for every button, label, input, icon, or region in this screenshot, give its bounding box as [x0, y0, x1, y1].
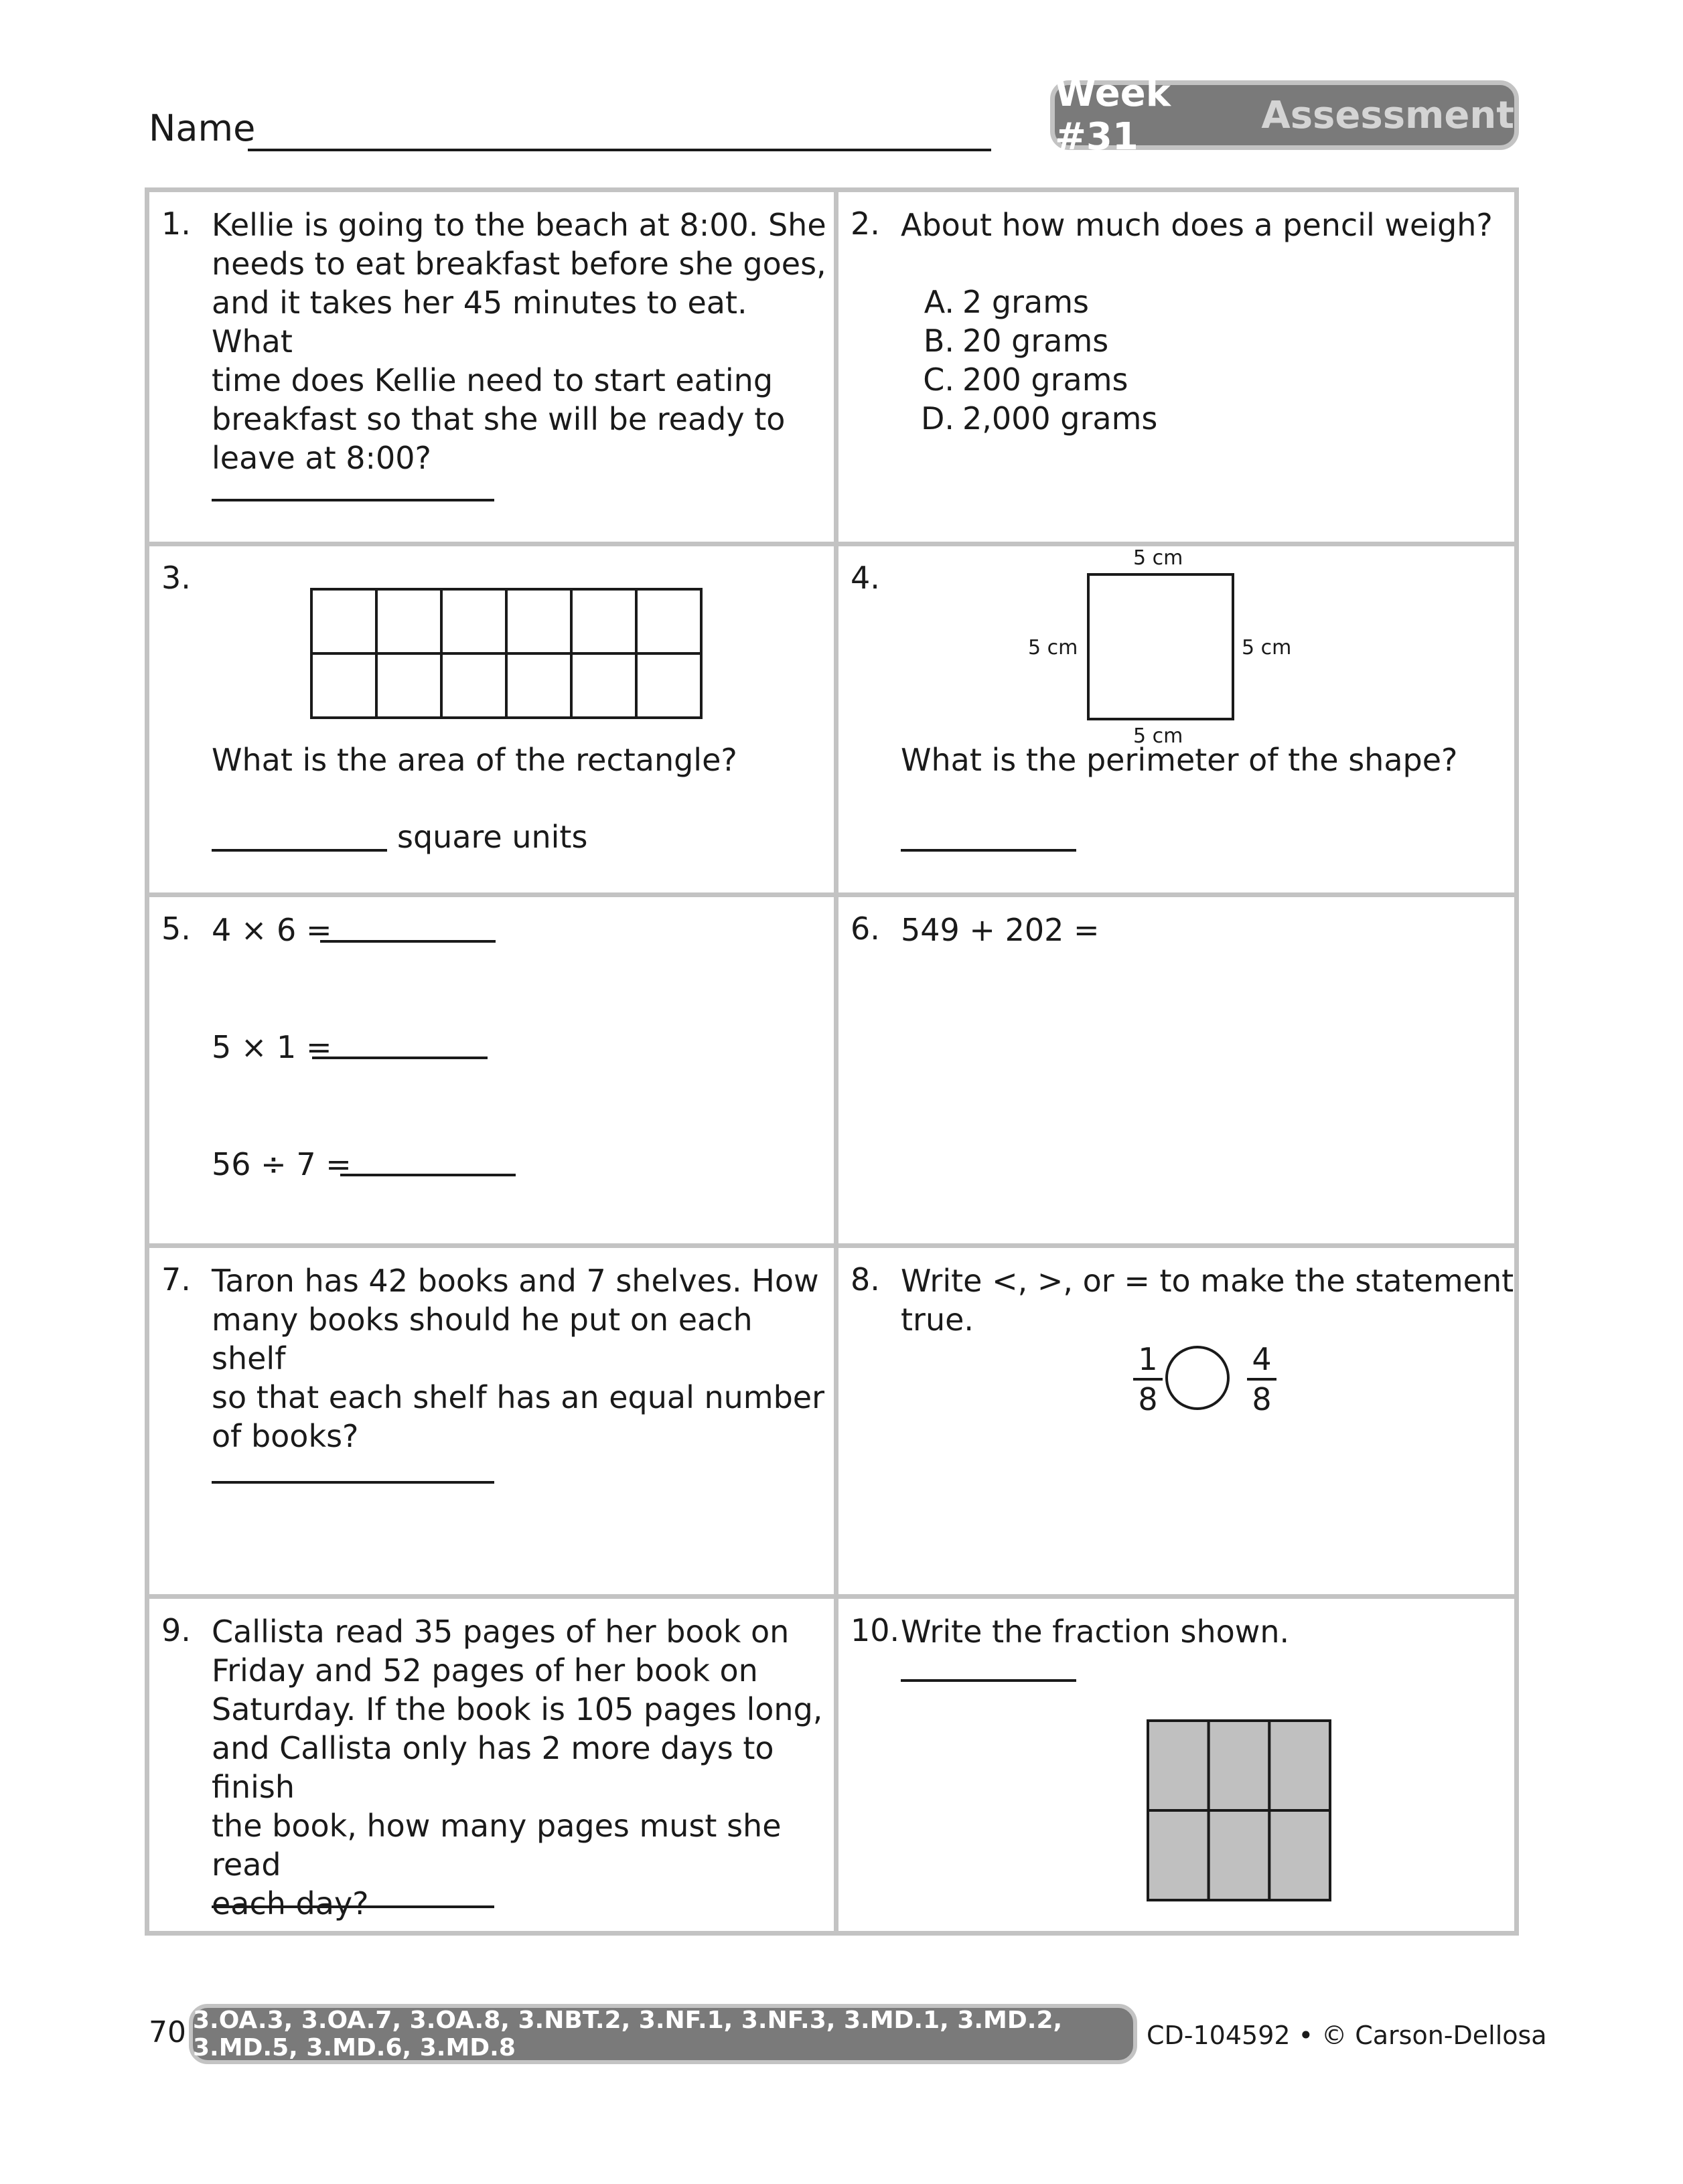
grid-cell [376, 589, 441, 653]
answer-line[interactable] [901, 1679, 1076, 1682]
choice-letter: D. [920, 400, 954, 437]
equation: 549 + 202 = [901, 912, 1100, 948]
fraction-bar [1247, 1378, 1276, 1381]
grid-cell [441, 589, 506, 653]
week-badge [1050, 72, 1519, 159]
side-label-left: 5 cm [1028, 636, 1078, 659]
equation-2: 5 × 1 = [212, 1029, 332, 1065]
answer-line[interactable] [212, 1481, 494, 1484]
grid-divider-vertical [834, 192, 838, 1931]
question-5 [149, 897, 834, 1247]
question-text: Kellie is going to the beach at 8:00. She needs to eat breakfast before she goes, and it takes her 45 minutes to eat. What time does Kellie need to start eating breakfast so that she will be ready to leave at 8:00? [212, 207, 826, 476]
question-1 [149, 192, 834, 542]
question-9 [149, 1599, 834, 1948]
choice-text: 2,000 grams [962, 400, 1158, 437]
question-number: 7. [161, 1261, 191, 1298]
question-text: Write the fraction shown. [901, 1614, 1290, 1650]
answer-line-3[interactable] [340, 1174, 516, 1176]
question-8 [838, 1248, 1523, 1597]
grid-cell [1209, 1721, 1270, 1810]
copyright: CD-104592 • © Carson-Dellosa [1147, 2021, 1547, 2050]
side-label-right: 5 cm [1242, 636, 1292, 659]
numerator: 4 [1252, 1341, 1272, 1377]
grid-cell [571, 653, 636, 718]
choice-c[interactable] [901, 360, 1157, 399]
name-label: Name [149, 107, 256, 149]
fraction-grid [1147, 1719, 1331, 1901]
equation-1: 4 × 6 = [212, 912, 332, 948]
grid-cell [506, 589, 571, 653]
grid-cell [441, 653, 506, 718]
fraction-right [1247, 1342, 1276, 1417]
choice-d[interactable] [901, 399, 1157, 438]
question-text: Taron has 42 books and 7 shelves. How many books should he put on each shelf so that each shelf has an equal number of books? [212, 1263, 825, 1454]
question-7 [149, 1248, 834, 1597]
question-number: 1. [161, 206, 191, 242]
side-label-bottom: 5 cm [1133, 724, 1183, 748]
grid-cell [376, 653, 441, 718]
question-4 [838, 546, 1523, 896]
grid-cell [1269, 1810, 1330, 1900]
question-number: 6. [851, 911, 880, 947]
week-label: Week #31 [1055, 72, 1171, 159]
denominator: 8 [1138, 1381, 1158, 1417]
page-number: 70 [149, 2015, 186, 2049]
question-text: About how much does a pencil weigh? [901, 207, 1493, 243]
question-grid [145, 187, 1519, 1936]
answer-line[interactable] [212, 499, 494, 501]
answer-unit: square units [397, 819, 588, 855]
question-number: 3. [161, 560, 191, 596]
area-rectangle-grid [310, 588, 703, 719]
question-10 [838, 1599, 1523, 1948]
question-text: What is the area of the rectangle? [212, 742, 737, 778]
question-number: 8. [851, 1261, 880, 1298]
choice-letter: A. [924, 284, 954, 320]
question-text: Write <, >, or = to make the statement true. [901, 1263, 1514, 1338]
question-text: What is the perimeter of the shape? [901, 742, 1458, 778]
question-6 [838, 897, 1523, 1247]
question-number: 10. [851, 1612, 900, 1648]
side-label-top: 5 cm [1133, 546, 1183, 570]
choice-letter: C. [923, 362, 954, 398]
square-shape [1087, 573, 1234, 720]
grid-cell [1148, 1810, 1209, 1900]
question-number: 4. [851, 560, 880, 596]
choice-text: 2 grams [962, 284, 1089, 320]
answer-line-2[interactable] [312, 1057, 488, 1059]
standards-text: 3.OA.3, 3.OA.7, 3.OA.8, 3.NBT.2, 3.NF.1, 3.NF.3, 3.MD.1, 3.MD.2, 3.MD.5, 3.MD.6, 3.MD.8 [193, 2007, 1063, 2061]
question-number: 9. [161, 1612, 191, 1648]
answer-line[interactable] [901, 849, 1076, 852]
question-text: Callista read 35 pages of her book on Friday and 52 pages of her book on Saturday. If the book is 105 pages long, and Callista only has 2 more days to finish the book, how many pages must she read each day? [212, 1614, 823, 1922]
fraction-bar [1133, 1378, 1163, 1381]
grid-cell [1209, 1810, 1270, 1900]
answer-line-1[interactable] [320, 940, 496, 943]
question-number: 5. [161, 911, 191, 947]
standards-badge [189, 2004, 1137, 2064]
comparison-circle[interactable] [1165, 1346, 1230, 1410]
grid-cell [506, 653, 571, 718]
grid-cell [636, 589, 701, 653]
answer-choices [901, 283, 1157, 438]
grid-cell [1148, 1721, 1209, 1810]
grid-cell [311, 589, 376, 653]
choice-letter: B. [923, 323, 954, 359]
answer-line[interactable] [212, 1905, 494, 1908]
numerator: 1 [1138, 1341, 1158, 1377]
choice-b[interactable] [901, 321, 1157, 360]
grid-cell [1269, 1721, 1330, 1810]
choice-text: 200 grams [962, 362, 1128, 398]
choice-a[interactable] [901, 283, 1157, 321]
denominator: 8 [1252, 1381, 1272, 1417]
question-number: 2. [851, 206, 880, 242]
assessment-label: Assessment [1261, 93, 1514, 137]
grid-divider-row-1 [149, 542, 1514, 546]
grid-cell [636, 653, 701, 718]
equation-3: 56 ÷ 7 = [212, 1146, 352, 1182]
grid-cell [311, 653, 376, 718]
question-2 [838, 192, 1523, 542]
choice-text: 20 grams [962, 323, 1109, 359]
fraction-left [1133, 1342, 1163, 1417]
name-field-line[interactable] [248, 149, 991, 151]
question-3 [149, 546, 834, 896]
answer-line[interactable] [212, 849, 387, 852]
grid-cell [571, 589, 636, 653]
